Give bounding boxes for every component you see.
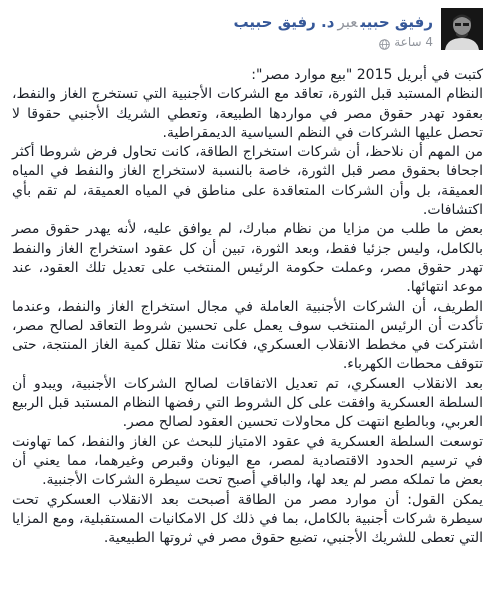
avatar[interactable] — [441, 8, 483, 50]
page-name-link[interactable]: د. رفيق حبيب — [233, 13, 335, 31]
post-header — [10, 8, 483, 60]
post-meta — [234, 8, 433, 51]
post-paragraph: بعض ما طلب من مزايا من نظام مبارك، لم يوافق عليه، لأنه يهدر حقوق مصر بالكامل، وليس جزئيا فقط، وبعد الثورة، تبين أن كل عقود استخراج الغاز والنفط تهدر حقوق مصر، وعملت حكومة الرئيس المنتخب على تعديل تلك العقود، عند موعد انتهائها. — [12, 221, 483, 296]
post-paragraph: من المهم أن نلاحظ، أن شركات استخراج الطاقة، كانت تحاول فرض شروطا أكثر اجحافا بحقوق مصر قبل الثورة، خاصة بالنسبة لاستخراج الغاز والنفط في المياه العميقة، بل وأن الشركات المتعاقدة على مناطق في المياه العميقة، لم تقم بأي اكتشافات. — [12, 144, 483, 219]
avatar-portrait-icon — [441, 8, 483, 50]
author-name-link[interactable]: رفيق حبيب — [360, 13, 433, 31]
post-paragraph: توسعت السلطة العسكرية في عقود الامتياز للبحث عن الغاز والنفط، كما تهاونت في ترسيم الحدود الاقتصادية لمصر، مع اليونان وقبرص وغيرهما، مما يعني أن بعض ما تملكه مصر لم يعد لها، والباقي أصبح تحت سيطرة الشركات الأجنبية. — [12, 433, 483, 489]
post-paragraph: النظام المستبد قبل الثورة، تعاقد مع الشركات الأجنبية التي تستخرج الغاز والنفط، بعقود تهدر حقوق مصر في مواردها الطبيعة، وتعطي الشريك الأجنبي حقوقا لا تحصل عليها الشركات في النظم السياسية الديمقراطية. — [12, 86, 483, 141]
via-label: عبر — [337, 13, 358, 31]
post-paragraph: بعد الانقلاب العسكري، تم تعديل الاتفاقات لصالح الشركات الأجنبية، ويبدو أن السلطة العسكرية وافقت على كل الشروط التي رفضها النظام المستبد قبل الربيع العربي، وبالطبع انتهت كل محاولات تحسين العقود لصالح مصر. — [12, 375, 483, 431]
author-line — [234, 12, 433, 32]
post-paragraph: كتبت في أبريل 2015 "بيع موارد مصر": — [251, 67, 483, 83]
post-paragraph: الطريف، أن الشركات الأجنبية العاملة في مجال استخراج الغاز والنفط، وعندما تأكدت أن الرئيس المنتخب سوف يعمل على تحسين شروط التعاقد لصالح مصر، اشتركت في مخطط الانقلاب العسكري، فكانت مثلا تقلل كمية الغاز المنتجة، حتى تتوقف محطات الكهرباء. — [12, 298, 483, 373]
post-paragraph: يمكن القول: أن موارد مصر من الطاقة أصبحت بعد الانقلاب العسكري تحت سيطرة شركات أجنبية بالكامل، بما في ذلك كل الامكانيات المستقبلية، ومع المزايا التي تعطى للشريك الأجنبي، تضيع حقوق مصر في ثروتها الطبيعية. — [12, 491, 483, 547]
timestamp-line — [234, 33, 433, 51]
post-body — [10, 66, 483, 548]
globe-icon[interactable] — [379, 37, 390, 48]
post-timestamp-link[interactable]: 4 ساعة — [394, 35, 433, 49]
